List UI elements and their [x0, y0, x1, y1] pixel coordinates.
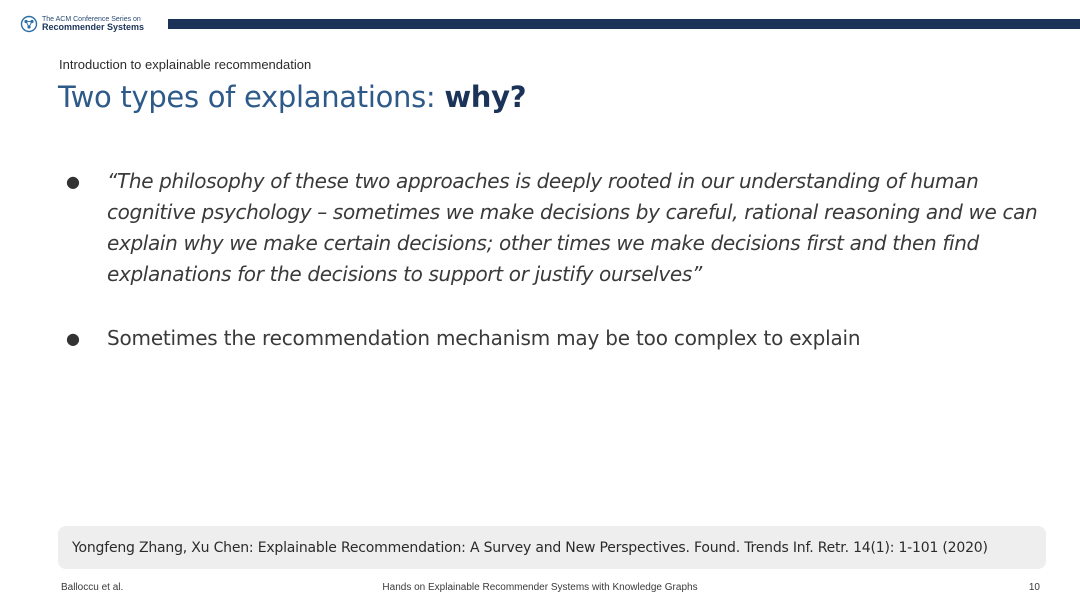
- bullet-list: [66, 166, 1056, 354]
- bullet-item-quote: [66, 166, 1056, 290]
- footer-authors: Balloccu et al.: [61, 582, 124, 593]
- acm-recsys-logo-icon: [20, 15, 38, 33]
- reference-citation: [58, 526, 1046, 569]
- footer-talk-title: Hands on Explainable Recommender Systems with Knowledge Graphs: [382, 582, 698, 593]
- reference-text: Yongfeng Zhang, Xu Chen: Explainable Recommendation: A Survey and New Perspectives. Found. Trends Inf. Retr. 14(1): 1-101 (2020): [72, 539, 988, 556]
- bullet-item-complexity: [66, 323, 1056, 354]
- bullet-dot-icon: ●: [66, 172, 80, 191]
- title-prefix: Two types of explanations:: [58, 80, 445, 114]
- bullet-text: Sometimes the recommendation mechanism may be too complex to explain: [107, 326, 861, 350]
- section-label: Introduction to explainable recommendation: [59, 57, 312, 72]
- bullet-dot-icon: ●: [66, 329, 80, 348]
- slide-title: [58, 80, 526, 114]
- logo-line2: Recommender Systems: [42, 21, 145, 32]
- footer-page-number: 10: [1028, 582, 1040, 593]
- bullet-text: “The philosophy of these two approaches is deeply rooted in our understanding of human cognitive psychology – sometimes we make decisions by careful, rational reasoning and we can explain why we make certain decisions; other times we make decisions first and then find explanations for the decisions to support or justify ourselves”: [107, 169, 1038, 286]
- title-emphasis: why?: [444, 80, 527, 114]
- logo-text: [42, 16, 144, 33]
- conference-logo: [20, 15, 144, 33]
- header-bar: [168, 19, 1080, 29]
- logo-line1: The ACM Conference Series on: [42, 15, 141, 23]
